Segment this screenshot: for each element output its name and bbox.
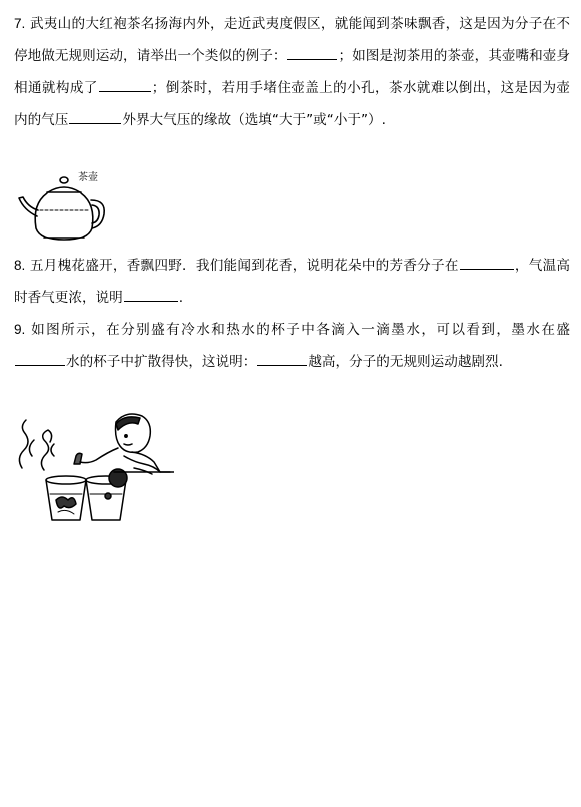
answer-blank-9b[interactable] xyxy=(257,350,307,366)
teapot-label: 茶壶 xyxy=(78,172,98,183)
question-8 xyxy=(14,250,570,314)
answer-blank-7c[interactable] xyxy=(69,108,121,124)
teapot-figure xyxy=(14,170,110,246)
question-7-text-3: ；倒茶时，若用手堵住壶盖上的小孔，茶水就难以倒出，这是因为壶内的气压 xyxy=(14,80,571,128)
person-dropping-ink-icon xyxy=(14,408,174,526)
question-8-text-3: . xyxy=(178,290,184,306)
answer-blank-7b[interactable] xyxy=(99,76,151,92)
question-7-text-1: 武夷山的大红袍茶名扬海内外，走近武夷度假区，就能闻到茶味飘香，这是因为分子在不停地做无规则运动，请举出一个类似的例子： xyxy=(14,16,571,64)
question-7 xyxy=(14,8,570,136)
question-8-number: 8. xyxy=(14,258,26,273)
question-9-number: 9. xyxy=(14,322,26,337)
question-7-number: 7. xyxy=(14,16,26,31)
answer-blank-8b[interactable] xyxy=(124,286,178,302)
ink-diffusion-figure xyxy=(14,408,174,526)
question-9 xyxy=(14,314,570,378)
question-7-text-4: 外界大气压的缘故（选填“大于”或“小于”）. xyxy=(122,112,386,128)
question-8-text-2: ，气温高时香气更浓，说明 xyxy=(14,258,570,306)
question-9-text-3: 越高，分子的无规则运动越剧烈. xyxy=(308,354,503,370)
answer-blank-7a[interactable] xyxy=(287,44,337,60)
question-9-text-1: 如图所示，在分别盛有冷水和热水的杯子中各滴入一滴墨水，可以看到，墨水在盛 xyxy=(31,322,571,338)
question-7-text-2: ；如图是沏茶用的茶壶，其壶嘴和壶身相通就构成了 xyxy=(14,48,571,96)
answer-blank-9a[interactable] xyxy=(15,350,65,366)
question-9-text-2: 水的杯子中扩散得快，这说明： xyxy=(66,354,257,370)
answer-blank-8a[interactable] xyxy=(460,254,514,270)
question-8-text-1: 五月槐花盛开，香飘四野．我们能闻到花香，说明花朵中的芳香分子在 xyxy=(29,258,459,274)
